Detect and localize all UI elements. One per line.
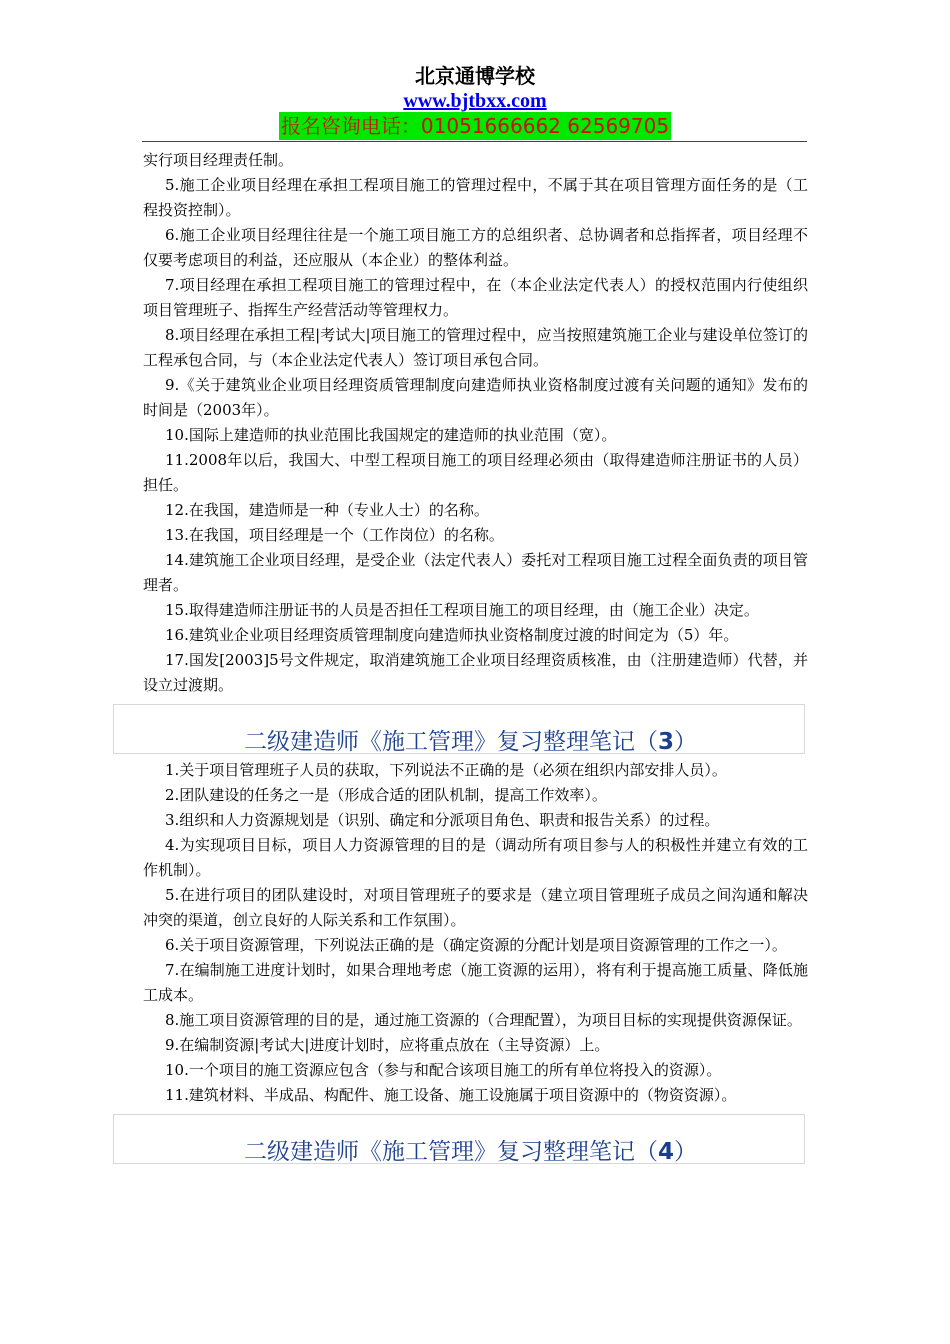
note-paragraph: 17.国发[2003]5号文件规定，取消建筑施工企业项目经理资质核准，由（注册建造师）代替，并设立过渡期。: [143, 651, 808, 694]
note-paragraph: 10.国际上建造师的执业范围比我国规定的建造师的执业范围（宽）。: [165, 426, 617, 444]
note-paragraph: 4.为实现项目目标，项目人力资源管理的目的是（调动所有项目参与人的积极性并建立有效的工作机制）。: [143, 836, 808, 879]
note-paragraph: 5.施工企业项目经理在承担工程项目施工的管理过程中，不属于其在项目管理方面任务的是（工程投资控制）。: [143, 176, 808, 219]
note-paragraph: 7.在编制施工进度计划时，如果合理地考虑（施工资源的运用），将有利于提高施工质量、降低施工成本。: [143, 961, 808, 1004]
note-paragraph: 14.建筑施工企业项目经理，是受企业（法定代表人）委托对工程项目施工过程全面负责的项目管理者。: [143, 551, 808, 594]
note-paragraph: 11.2008年以后，我国大、中型工程项目施工的项目经理必须由（取得建造师注册证书的人员）担任。: [143, 451, 808, 494]
note-paragraph: 15.取得建造师注册证书的人员是否担任工程项目施工的项目经理，由（施工企业）决定。: [165, 601, 759, 619]
note-paragraph: 16.建筑业企业项目经理资质管理制度向建造师执业资格制度过渡的时间定为（5）年。: [165, 626, 739, 644]
note-paragraph: 11.建筑材料、半成品、构配件、施工设备、施工设施属于项目资源中的（物资资源）。: [165, 1086, 737, 1104]
note-paragraph: 6.施工企业项目经理往往是一个施工项目施工方的总组织者、总协调者和总指挥者，项目经理不仅要考虑项目的利益，还应服从（本企业）的整体利益。: [143, 226, 808, 269]
note-paragraph: 6.关于项目资源管理，下列说法正确的是（确定资源的分配计划是项目资源管理的工作之一）。: [165, 936, 787, 954]
note-paragraph: 13.在我国，项目经理是一个（工作岗位）的名称。: [165, 526, 504, 544]
note-paragraph: 7.项目经理在承担工程项目施工的管理过程中，在（本企业法定代表人）的授权范围内行使组织项目管理班子、指挥生产经营活动等管理权力。: [143, 276, 808, 319]
note-paragraph: 1.关于项目管理班子人员的获取，下列说法不正确的是（必须在组织内部安排人员）。: [165, 761, 727, 779]
section-4-title: 二级建造师《施工管理》复习整理笔记（4）: [244, 1139, 698, 1165]
section-3-items: [143, 758, 808, 1108]
header-divider: [142, 141, 807, 142]
note-paragraph: 10.一个项目的施工资源应包含（参与和配合该项目施工的所有单位将投入的资源）。: [165, 1061, 722, 1079]
website-link[interactable]: www.bjtbxx.com: [403, 90, 547, 112]
school-name: 北京通博学校: [415, 64, 535, 88]
note-paragraph: 12.在我国，建造师是一种（专业人士）的名称。: [165, 501, 489, 519]
note-paragraph: 2.团队建设的任务之一是（形成合适的团队机制，提高工作效率）。: [165, 786, 607, 804]
section-2-tail: [143, 148, 808, 698]
note-paragraph: 实行项目经理责任制。: [143, 151, 294, 169]
section-3-title: 二级建造师《施工管理》复习整理笔记（3）: [244, 729, 698, 755]
note-paragraph: 8.项目经理在承担工程|考试大|项目施工的管理过程中，应当按照建筑施工企业与建设单位签订的工程承包合同，与（本企业法定代表人）签订项目承包合同。: [143, 326, 808, 369]
note-paragraph: 3.组织和人力资源规划是（识别、确定和分派项目角色、职责和报告关系）的过程。: [165, 811, 720, 829]
note-paragraph: 9.《关于建筑业企业项目经理资质管理制度向建造师执业资格制度过渡有关问题的通知》发布的时间是（2003年）。: [143, 376, 808, 419]
phone-banner: 报名咨询电话：01051666662 62569705: [280, 114, 670, 138]
note-paragraph: 8.施工项目资源管理的目的是，通过施工资源的（合理配置），为项目目标的实现提供资源保证。: [165, 1011, 802, 1029]
section-4-heading-box: [113, 1114, 805, 1164]
section-3-heading-box: [113, 704, 805, 754]
note-paragraph: 5.在进行项目的团队建设时，对项目管理班子的要求是（建立项目管理班子成员之间沟通和解决冲突的渠道，创立良好的人际关系和工作氛围）。: [143, 886, 808, 929]
note-paragraph: 9.在编制资源|考试大|进度计划时，应将重点放在（主导资源）上。: [165, 1036, 610, 1054]
document-body: [143, 148, 808, 1164]
document-header: [0, 62, 950, 143]
